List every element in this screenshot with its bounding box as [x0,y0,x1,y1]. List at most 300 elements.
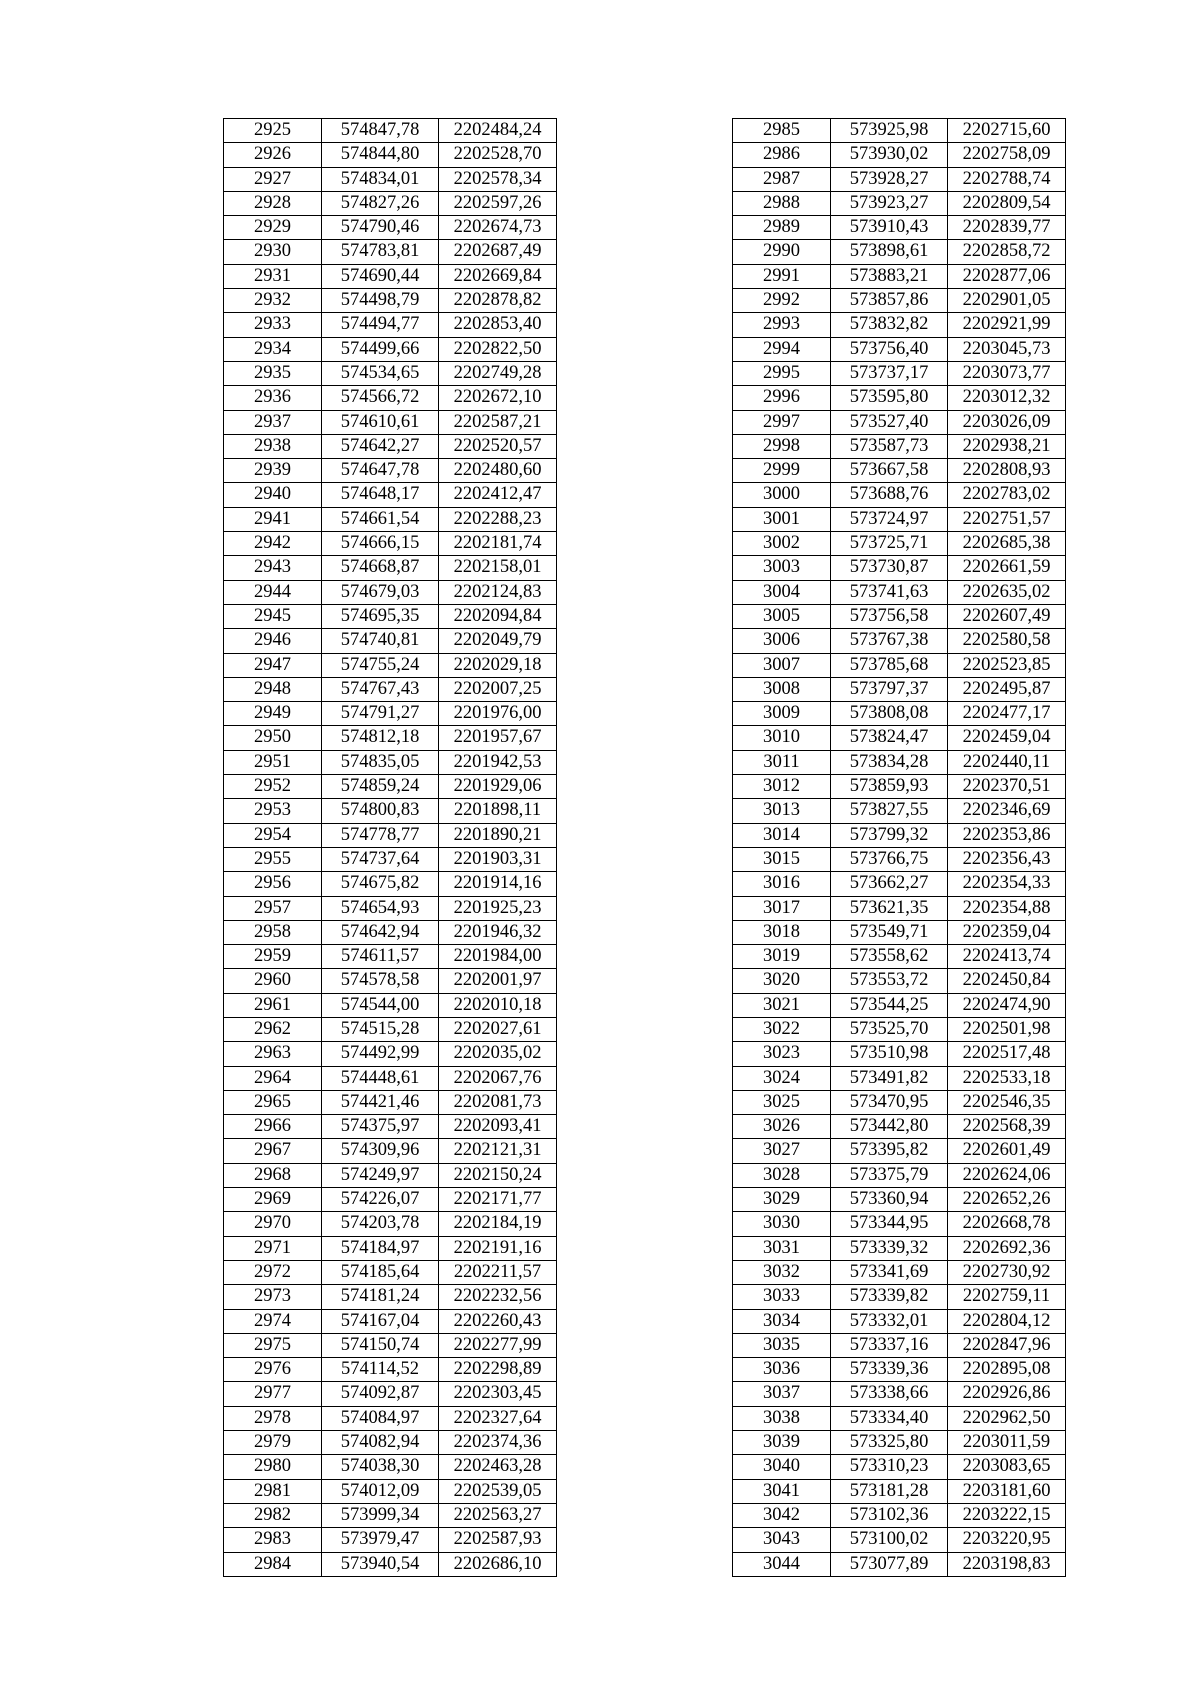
x-coordinate-cell: 574084,97 [322,1406,439,1430]
x-coordinate-cell: 573662,27 [831,872,948,896]
y-coordinate-cell: 2202124,83 [439,580,557,604]
table-row [733,240,1066,264]
point-number-cell: 2983 [224,1528,322,1552]
y-coordinate-cell: 2203026,09 [948,410,1066,434]
point-number-cell: 3004 [733,580,831,604]
x-coordinate-cell: 573310,23 [831,1455,948,1479]
point-number-cell: 3008 [733,677,831,701]
table-row [733,119,1066,143]
y-coordinate-cell: 2202687,49 [439,240,557,264]
y-coordinate-cell: 2202010,18 [439,993,557,1017]
point-number-cell: 2966 [224,1115,322,1139]
x-coordinate-cell: 573799,32 [831,823,948,847]
y-coordinate-cell: 2202081,73 [439,1090,557,1114]
x-coordinate-cell: 573558,62 [831,945,948,969]
table-row [733,629,1066,653]
table-row [733,1309,1066,1333]
point-number-cell: 3006 [733,629,831,653]
x-coordinate-cell: 574249,97 [322,1163,439,1187]
point-number-cell: 3038 [733,1406,831,1430]
x-coordinate-cell: 573395,82 [831,1139,948,1163]
point-number-cell: 3027 [733,1139,831,1163]
x-coordinate-cell: 573979,47 [322,1528,439,1552]
table-row [224,167,557,191]
y-coordinate-cell: 2202901,05 [948,289,1066,313]
x-coordinate-cell: 574661,54 [322,507,439,531]
table-row [733,677,1066,701]
table-row [224,677,557,701]
point-number-cell: 2999 [733,459,831,483]
point-number-cell: 2942 [224,532,322,556]
table-row [733,191,1066,215]
x-coordinate-cell: 573785,68 [831,653,948,677]
table-row [224,653,557,677]
y-coordinate-cell: 2202440,11 [948,750,1066,774]
point-number-cell: 2976 [224,1358,322,1382]
y-coordinate-cell: 2202171,77 [439,1188,557,1212]
x-coordinate-cell: 573102,36 [831,1503,948,1527]
table-row [733,434,1066,458]
table-row [224,993,557,1017]
x-coordinate-cell: 573741,63 [831,580,948,604]
x-coordinate-cell: 574421,46 [322,1090,439,1114]
point-number-cell: 3036 [733,1358,831,1382]
y-coordinate-cell: 2201942,53 [439,750,557,774]
y-coordinate-cell: 2203220,95 [948,1528,1066,1552]
x-coordinate-cell: 573525,70 [831,1017,948,1041]
point-number-cell: 2973 [224,1285,322,1309]
x-coordinate-cell: 573181,28 [831,1479,948,1503]
y-coordinate-cell: 2202450,84 [948,969,1066,993]
point-number-cell: 2950 [224,726,322,750]
y-coordinate-cell: 2202749,28 [439,361,557,385]
y-coordinate-cell: 2202463,28 [439,1455,557,1479]
x-coordinate-cell: 574181,24 [322,1285,439,1309]
table-row [733,1503,1066,1527]
x-coordinate-cell: 573587,73 [831,434,948,458]
x-coordinate-cell: 574791,27 [322,702,439,726]
point-number-cell: 2944 [224,580,322,604]
table-row [733,264,1066,288]
table-row [733,896,1066,920]
point-number-cell: 3000 [733,483,831,507]
x-coordinate-cell: 573824,47 [831,726,948,750]
table-row [224,604,557,628]
point-number-cell: 2938 [224,434,322,458]
table-row [224,434,557,458]
table-row [224,1188,557,1212]
point-number-cell: 2958 [224,920,322,944]
point-number-cell: 2935 [224,361,322,385]
point-number-cell: 2985 [733,119,831,143]
table-row [224,191,557,215]
y-coordinate-cell: 2201903,31 [439,847,557,871]
point-number-cell: 2972 [224,1260,322,1284]
table-row [733,410,1066,434]
table-row [224,1358,557,1382]
x-coordinate-cell: 574737,64 [322,847,439,871]
table-row [224,483,557,507]
y-coordinate-cell: 2202669,84 [439,264,557,288]
y-coordinate-cell: 2202568,39 [948,1115,1066,1139]
point-number-cell: 2992 [733,289,831,313]
table-row [733,1212,1066,1236]
x-coordinate-cell: 574675,82 [322,872,439,896]
x-coordinate-cell: 574755,24 [322,653,439,677]
x-coordinate-cell: 573898,61 [831,240,948,264]
x-coordinate-cell: 573491,82 [831,1066,948,1090]
point-number-cell: 2943 [224,556,322,580]
table-row [224,313,557,337]
table-row [733,1236,1066,1260]
point-number-cell: 2995 [733,361,831,385]
y-coordinate-cell: 2202094,84 [439,604,557,628]
table-row [733,750,1066,774]
point-number-cell: 2946 [224,629,322,653]
point-number-cell: 2936 [224,386,322,410]
point-number-cell: 2968 [224,1163,322,1187]
x-coordinate-cell: 574534,65 [322,361,439,385]
y-coordinate-cell: 2202685,38 [948,532,1066,556]
table-row [733,993,1066,1017]
table-row [224,507,557,531]
point-number-cell: 3014 [733,823,831,847]
y-coordinate-cell: 2202587,21 [439,410,557,434]
table-row [224,361,557,385]
point-number-cell: 3031 [733,1236,831,1260]
table-row [224,386,557,410]
y-coordinate-cell: 2202484,24 [439,119,557,143]
table-row [224,750,557,774]
point-number-cell: 2990 [733,240,831,264]
x-coordinate-cell: 573442,80 [831,1115,948,1139]
point-number-cell: 2969 [224,1188,322,1212]
y-coordinate-cell: 2202730,92 [948,1260,1066,1284]
x-coordinate-cell: 574515,28 [322,1017,439,1041]
y-coordinate-cell: 2202027,61 [439,1017,557,1041]
x-coordinate-cell: 574375,97 [322,1115,439,1139]
point-number-cell: 3033 [733,1285,831,1309]
point-number-cell: 2925 [224,119,322,143]
x-coordinate-cell: 574492,99 [322,1042,439,1066]
y-coordinate-cell: 2202758,09 [948,143,1066,167]
x-coordinate-cell: 574448,61 [322,1066,439,1090]
point-number-cell: 2947 [224,653,322,677]
table-row [224,702,557,726]
y-coordinate-cell: 2201890,21 [439,823,557,847]
point-number-cell: 2975 [224,1333,322,1357]
y-coordinate-cell: 2202523,85 [948,653,1066,677]
x-coordinate-cell: 574666,15 [322,532,439,556]
x-coordinate-cell: 574642,27 [322,434,439,458]
x-coordinate-cell: 574012,09 [322,1479,439,1503]
x-coordinate-cell: 573910,43 [831,216,948,240]
point-number-cell: 2994 [733,337,831,361]
point-number-cell: 2977 [224,1382,322,1406]
x-coordinate-cell: 574668,87 [322,556,439,580]
y-coordinate-cell: 2202661,59 [948,556,1066,580]
point-number-cell: 2931 [224,264,322,288]
table-row [733,1358,1066,1382]
y-coordinate-cell: 2202191,16 [439,1236,557,1260]
y-coordinate-cell: 2202354,88 [948,896,1066,920]
point-number-cell: 3009 [733,702,831,726]
y-coordinate-cell: 2202853,40 [439,313,557,337]
table-row [224,1236,557,1260]
table-row [224,1309,557,1333]
x-coordinate-cell: 573360,94 [831,1188,948,1212]
y-coordinate-cell: 2202049,79 [439,629,557,653]
point-number-cell: 2955 [224,847,322,871]
table-row [224,823,557,847]
x-coordinate-cell: 573510,98 [831,1042,948,1066]
table-row [733,143,1066,167]
point-number-cell: 3016 [733,872,831,896]
table-row [224,1503,557,1527]
x-coordinate-cell: 574610,61 [322,410,439,434]
table-row [733,604,1066,628]
table-row [224,580,557,604]
x-coordinate-cell: 574834,01 [322,167,439,191]
table-row [733,313,1066,337]
table-row [733,1479,1066,1503]
y-coordinate-cell: 2202895,08 [948,1358,1066,1382]
y-coordinate-cell: 2202539,05 [439,1479,557,1503]
point-number-cell: 3032 [733,1260,831,1284]
x-coordinate-cell: 573766,75 [831,847,948,871]
y-coordinate-cell: 2202809,54 [948,191,1066,215]
x-coordinate-cell: 574498,79 [322,289,439,313]
x-coordinate-cell: 573925,98 [831,119,948,143]
y-coordinate-cell: 2202477,17 [948,702,1066,726]
point-number-cell: 2954 [224,823,322,847]
x-coordinate-cell: 574082,94 [322,1431,439,1455]
table-row [224,945,557,969]
point-number-cell: 2952 [224,775,322,799]
point-number-cell: 3019 [733,945,831,969]
y-coordinate-cell: 2203012,32 [948,386,1066,410]
table-row [733,532,1066,556]
y-coordinate-cell: 2202597,26 [439,191,557,215]
y-coordinate-cell: 2203181,60 [948,1479,1066,1503]
point-number-cell: 3042 [733,1503,831,1527]
y-coordinate-cell: 2202413,74 [948,945,1066,969]
x-coordinate-cell: 574859,24 [322,775,439,799]
x-coordinate-cell: 573621,35 [831,896,948,920]
y-coordinate-cell: 2202858,72 [948,240,1066,264]
point-number-cell: 2991 [733,264,831,288]
table-row [733,1163,1066,1187]
table-row [733,945,1066,969]
x-coordinate-cell: 573808,08 [831,702,948,726]
y-coordinate-cell: 2202635,02 [948,580,1066,604]
y-coordinate-cell: 2202232,56 [439,1285,557,1309]
y-coordinate-cell: 2202921,99 [948,313,1066,337]
point-number-cell: 2988 [733,191,831,215]
x-coordinate-cell: 574647,78 [322,459,439,483]
table-row [733,1333,1066,1357]
table-row [733,726,1066,750]
x-coordinate-cell: 574695,35 [322,604,439,628]
point-number-cell: 2964 [224,1066,322,1090]
x-coordinate-cell: 573834,28 [831,750,948,774]
y-coordinate-cell: 2202303,45 [439,1382,557,1406]
table-row [224,1285,557,1309]
x-coordinate-cell: 574740,81 [322,629,439,653]
x-coordinate-cell: 574690,44 [322,264,439,288]
table-row [224,1163,557,1187]
point-number-cell: 3017 [733,896,831,920]
point-number-cell: 2957 [224,896,322,920]
table-row [224,216,557,240]
y-coordinate-cell: 2202546,35 [948,1090,1066,1114]
y-coordinate-cell: 2202601,49 [948,1139,1066,1163]
table-row [733,459,1066,483]
table-row [224,1528,557,1552]
table-row [733,1066,1066,1090]
y-coordinate-cell: 2202822,50 [439,337,557,361]
y-coordinate-cell: 2202624,06 [948,1163,1066,1187]
y-coordinate-cell: 2202563,27 [439,1503,557,1527]
point-number-cell: 2989 [733,216,831,240]
table-row [733,1431,1066,1455]
table-row [733,361,1066,385]
point-number-cell: 3012 [733,775,831,799]
x-coordinate-cell: 574648,17 [322,483,439,507]
point-number-cell: 3026 [733,1115,831,1139]
x-coordinate-cell: 574679,03 [322,580,439,604]
x-coordinate-cell: 573553,72 [831,969,948,993]
x-coordinate-cell: 573375,79 [831,1163,948,1187]
x-coordinate-cell: 573339,82 [831,1285,948,1309]
x-coordinate-cell: 573999,34 [322,1503,439,1527]
y-coordinate-cell: 2202788,74 [948,167,1066,191]
point-number-cell: 2951 [224,750,322,774]
point-number-cell: 2987 [733,167,831,191]
x-coordinate-cell: 574844,80 [322,143,439,167]
point-number-cell: 2984 [224,1552,322,1576]
x-coordinate-cell: 573827,55 [831,799,948,823]
table-row [733,1455,1066,1479]
table-row [733,1406,1066,1430]
y-coordinate-cell: 2202783,02 [948,483,1066,507]
y-coordinate-cell: 2203073,77 [948,361,1066,385]
x-coordinate-cell: 573756,40 [831,337,948,361]
x-coordinate-cell: 573337,16 [831,1333,948,1357]
table-row [733,702,1066,726]
table-row [733,1528,1066,1552]
point-number-cell: 2953 [224,799,322,823]
table-row [733,556,1066,580]
point-number-cell: 3018 [733,920,831,944]
y-coordinate-cell: 2201929,06 [439,775,557,799]
y-coordinate-cell: 2201914,16 [439,872,557,896]
x-coordinate-cell: 574167,04 [322,1309,439,1333]
x-coordinate-cell: 574185,64 [322,1260,439,1284]
point-number-cell: 2933 [224,313,322,337]
y-coordinate-cell: 2202533,18 [948,1066,1066,1090]
table-row [733,1382,1066,1406]
point-number-cell: 3035 [733,1333,831,1357]
point-number-cell: 2940 [224,483,322,507]
x-coordinate-cell: 573595,80 [831,386,948,410]
y-coordinate-cell: 2202878,82 [439,289,557,313]
point-number-cell: 3041 [733,1479,831,1503]
x-coordinate-cell: 573100,02 [831,1528,948,1552]
x-coordinate-cell: 573923,27 [831,191,948,215]
point-number-cell: 3015 [733,847,831,871]
y-coordinate-cell: 2201946,32 [439,920,557,944]
y-coordinate-cell: 2202001,97 [439,969,557,993]
x-coordinate-cell: 573832,82 [831,313,948,337]
x-coordinate-cell: 574767,43 [322,677,439,701]
table-row [224,726,557,750]
point-number-cell: 2928 [224,191,322,215]
point-number-cell: 3030 [733,1212,831,1236]
x-coordinate-cell: 573724,97 [831,507,948,531]
x-coordinate-cell: 573930,02 [831,143,948,167]
x-coordinate-cell: 574226,07 [322,1188,439,1212]
table-row [224,629,557,653]
table-row [224,1479,557,1503]
x-coordinate-cell: 574800,83 [322,799,439,823]
y-coordinate-cell: 2202353,86 [948,823,1066,847]
x-coordinate-cell: 573549,71 [831,920,948,944]
y-coordinate-cell: 2202839,77 [948,216,1066,240]
table-row [224,410,557,434]
point-number-cell: 2965 [224,1090,322,1114]
y-coordinate-cell: 2202260,43 [439,1309,557,1333]
y-coordinate-cell: 2202007,25 [439,677,557,701]
table-row [733,1552,1066,1576]
y-coordinate-cell: 2202517,48 [948,1042,1066,1066]
table-row [733,823,1066,847]
x-coordinate-cell: 574038,30 [322,1455,439,1479]
y-coordinate-cell: 2202288,23 [439,507,557,531]
x-coordinate-cell: 574114,52 [322,1358,439,1382]
x-coordinate-cell: 573338,66 [831,1382,948,1406]
table-row [224,337,557,361]
y-coordinate-cell: 2203198,83 [948,1552,1066,1576]
y-coordinate-cell: 2202715,60 [948,119,1066,143]
y-coordinate-cell: 2202356,43 [948,847,1066,871]
point-number-cell: 3002 [733,532,831,556]
y-coordinate-cell: 2202652,26 [948,1188,1066,1212]
y-coordinate-cell: 2202607,49 [948,604,1066,628]
x-coordinate-cell: 573756,58 [831,604,948,628]
x-coordinate-cell: 573737,17 [831,361,948,385]
x-coordinate-cell: 573470,95 [831,1090,948,1114]
y-coordinate-cell: 2202277,99 [439,1333,557,1357]
point-number-cell: 3034 [733,1309,831,1333]
point-number-cell: 2927 [224,167,322,191]
y-coordinate-cell: 2201898,11 [439,799,557,823]
x-coordinate-cell: 573334,40 [831,1406,948,1430]
table-body-left [224,119,557,1577]
x-coordinate-cell: 573725,71 [831,532,948,556]
point-number-cell: 2949 [224,702,322,726]
x-coordinate-cell: 573077,89 [831,1552,948,1576]
table-row [733,1017,1066,1041]
x-coordinate-cell: 574092,87 [322,1382,439,1406]
table-row [224,1552,557,1576]
y-coordinate-cell: 2202495,87 [948,677,1066,701]
x-coordinate-cell: 574578,58 [322,969,439,993]
table-row [733,653,1066,677]
point-number-cell: 3021 [733,993,831,1017]
y-coordinate-cell: 2201984,00 [439,945,557,969]
table-row [224,1066,557,1090]
